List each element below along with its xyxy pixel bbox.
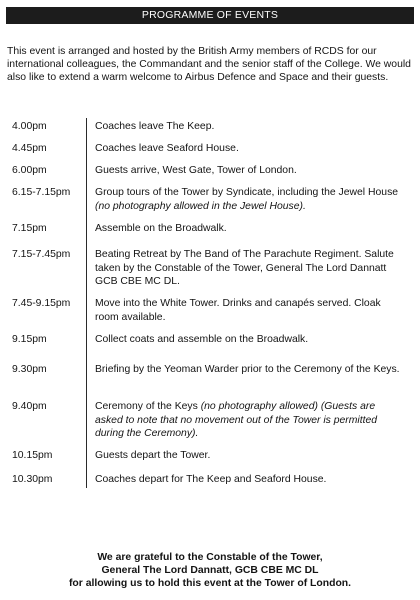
schedule-description: Ceremony of the Keys (no photography allowed) (Guests are asked to note that no movement out of the Tower is permitted during the Ceremony). <box>95 401 378 439</box>
schedule-time: 4.00pm <box>12 121 47 132</box>
schedule-time: 7.15-7.45pm <box>12 249 71 260</box>
schedule-note: (no photography allowed) (Guests are asked to note that no movement out of the Tower is permitted during the Ceremony). <box>95 401 378 439</box>
schedule-description: Coaches leave The Keep. <box>95 121 215 132</box>
schedule-time: 9.40pm <box>12 401 47 412</box>
schedule-time: 6.15-7.15pm <box>12 187 71 198</box>
schedule-description: Guests depart the Tower. <box>95 450 211 461</box>
schedule-description: Guests arrive, West Gate, Tower of London. <box>95 165 297 176</box>
schedule-time: 10.30pm <box>12 474 53 485</box>
schedule-time: 9.15pm <box>12 334 47 345</box>
schedule-time: 7.45-9.15pm <box>12 298 71 309</box>
schedule-description: Coaches leave Seaford House. <box>95 143 239 154</box>
schedule-divider <box>86 118 87 488</box>
programme-title-bar <box>6 7 414 24</box>
acknowledgement-line: General The Lord Dannatt, GCB CBE MC DL <box>101 565 319 576</box>
schedule-time: 10.15pm <box>12 450 53 461</box>
schedule-description: Assemble on the Broadwalk. <box>95 223 227 234</box>
schedule-description: Briefing by the Yeoman Warder prior to the Ceremony of the Keys. <box>95 364 400 375</box>
schedule-time: 4.45pm <box>12 143 47 154</box>
schedule-description: Beating Retreat by The Band of The Parachute Regiment. Salute taken by the Constable of the Tower, General The Lord Dannatt GCB CBE MC DL. <box>95 249 394 287</box>
acknowledgement-line: for allowing us to hold this event at the Tower of London. <box>68 578 352 589</box>
acknowledgement-line: We are grateful to the Constable of the Tower, <box>97 552 323 563</box>
schedule-description: Move into the White Tower. Drinks and canapés served. Cloak room available. <box>95 298 381 323</box>
schedule-description: Group tours of the Tower by Syndicate, including the Jewel House (no photography allowed in the Jewel House). <box>95 187 399 212</box>
schedule-time: 6.00pm <box>12 165 47 176</box>
acknowledgement <box>0 551 420 590</box>
schedule-description: Coaches depart for The Keep and Seaford House. <box>95 474 327 485</box>
schedule-time: 9.30pm <box>12 364 47 375</box>
intro-paragraph: This event is arranged and hosted by the British Army members of RCDS for our international colleagues, the Commandant and the senior staff of the College. We would also like to extend a warm welcome to Airbus Defence and Space and their guests. <box>7 46 411 83</box>
schedule-description: Collect coats and assemble on the Broadwalk. <box>95 334 309 345</box>
schedule-note: (no photography allowed in the Jewel House). <box>95 200 306 212</box>
schedule-time: 7.15pm <box>12 223 47 234</box>
programme-title: PROGRAMME OF EVENTS <box>141 9 279 21</box>
